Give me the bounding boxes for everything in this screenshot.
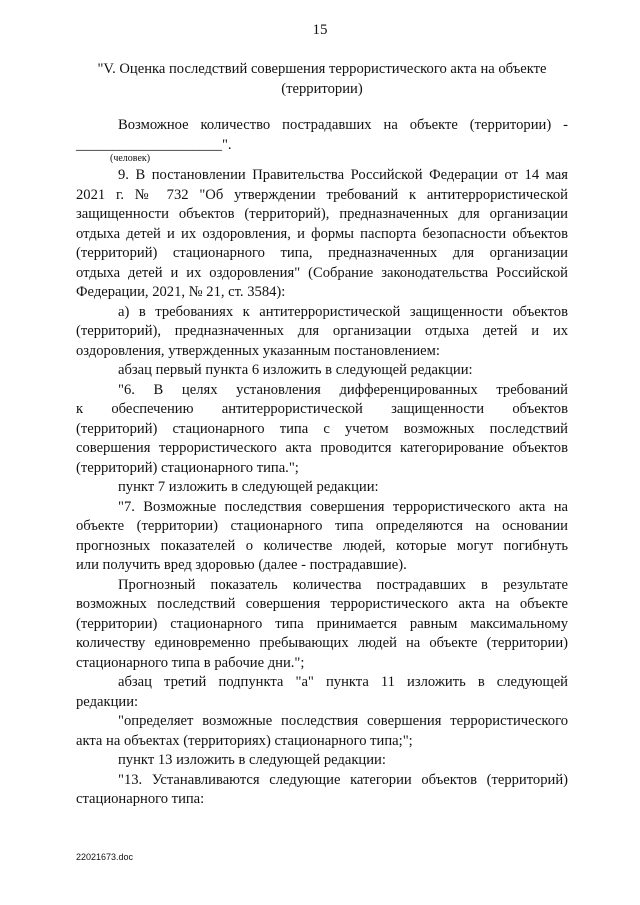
paragraph-line: пункт 7 изложить в следующей редакции: [118, 479, 379, 495]
paragraph-line: совершения террористического акта проводится категорирование объектов [76, 440, 568, 456]
paragraph-line: "определяет возможные последствия совершения террористического [118, 713, 568, 729]
paragraph-line: возможных последствий совершения террористического акта на объекте [76, 596, 568, 612]
paragraph-line: к обеспечению антитеррористической защищенности объектов [76, 401, 568, 417]
heading-line: "V. Оценка последствий совершения террористического акта на объекте [97, 61, 547, 77]
paragraph-line: акта на объектах (территориях) стационарного типа;"; [76, 732, 413, 749]
paragraph-line: "13. Устанавливаются следующие категории объектов (территорий) [118, 771, 568, 788]
paragraph-line: 2021 г. № 732 "Об утверждении требований к антитеррористической [76, 186, 568, 203]
paragraph-line: Возможное количество пострадавших на объекте (территории) - [118, 117, 568, 133]
paragraph-line: защищенности объектов (территорий), предназначенных для организации [76, 206, 568, 222]
page-number: 15 [312, 22, 328, 38]
paragraph-line: пункт 13 изложить в следующей редакции: [118, 752, 386, 768]
paragraph-line: (территории) стационарного типа принимается равным максимальному [76, 615, 568, 632]
document-filename: 22021673.doc [76, 852, 134, 862]
paragraph-line: объекте (территории) стационарного типа определяются на основании [76, 518, 568, 534]
paragraph-line: прогнозных показателей о количестве людей, которые могут погибнуть [76, 537, 568, 554]
blank-caption: (человек) [110, 153, 151, 164]
paragraph-line: а) в требованиях к антитеррористической защищенности объектов [118, 303, 568, 320]
paragraph-line: стационарного типа: [76, 791, 205, 807]
section-heading [76, 60, 568, 99]
paragraph-line: (территорий) стационарного типа, предназначенных для организации [76, 245, 568, 261]
paragraph-line: ____________________". [76, 136, 232, 153]
possible-count-paragraph [76, 116, 568, 155]
paragraph-line: (территорий), предназначенных для организации отдыха детей и их [76, 323, 568, 339]
paragraph-line: 9. В постановлении Правительства Российской Федерации от 14 мая [118, 167, 568, 183]
paragraph-line: абзац первый пункта 6 изложить в следующей редакции: [118, 362, 473, 378]
paragraph-line: отдыха детей и их оздоровления" (Собрание законодательства Российской [76, 264, 568, 281]
heading-line: (территории) [281, 80, 363, 97]
paragraph-line: оздоровления, утвержденных указанным постановлением: [76, 342, 440, 359]
paragraph-line: "7. Возможные последствия совершения террористического акта на [118, 498, 568, 515]
paragraph-line: (территорий) стационарного типа."; [76, 459, 299, 476]
body-text [76, 166, 568, 810]
paragraph-line: Федерации, 2021, № 21, ст. 3584): [76, 284, 286, 300]
paragraph-line: Прогнозный показатель количества пострадавших в результате [118, 576, 568, 593]
paragraph-line: отдыха детей и их оздоровления, и формы паспорта безопасности объектов [76, 225, 568, 242]
paragraph-line: стационарного типа в рабочие дни."; [76, 654, 305, 671]
paragraph-line: (территорий) стационарного типа с учетом возможных последствий [76, 420, 568, 437]
paragraph-line: "6. В целях установления дифференцированных требований [118, 381, 568, 398]
paragraph-line: редакции: [76, 693, 139, 710]
paragraph-line: или получить вред здоровью (далее - пострадавшие). [76, 557, 407, 573]
paragraph-line: абзац третий подпункта "а" пункта 11 изложить в следующей [118, 674, 568, 690]
paragraph-line: количеству единовременно пребывающих людей на объекте (территории) [76, 635, 568, 651]
